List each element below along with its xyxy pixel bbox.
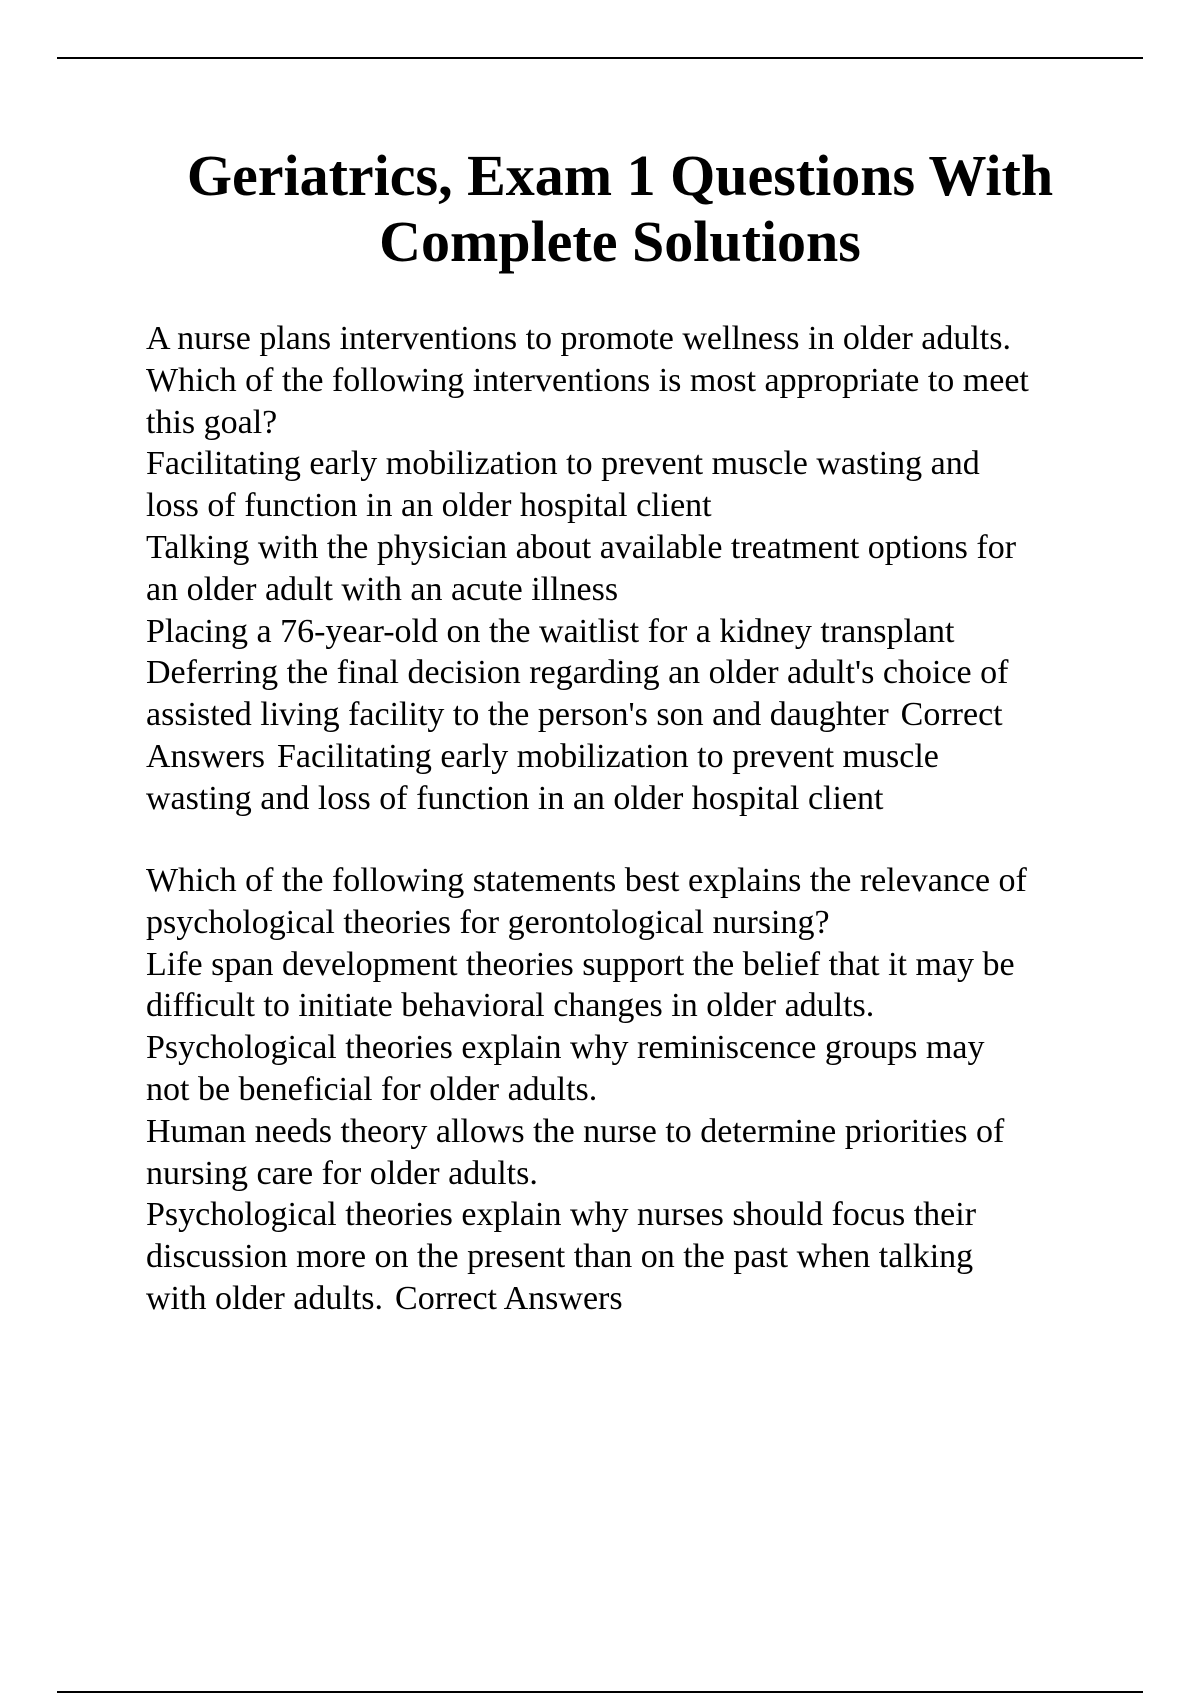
top-rule — [57, 57, 1143, 59]
option-text-line: discussion more on the present than on the past when talking — [146, 1238, 974, 1276]
option-text-line: nursing care for older adults. — [146, 1154, 538, 1192]
question-text-line: Which of the following interventions is most appropriate to meet — [146, 361, 1029, 399]
correct-answers-label: Correct Answers — [395, 1279, 623, 1317]
answer-text: Facilitating early mobilization to prevent muscle — [276, 737, 939, 775]
question-text-line: Which of the following statements best explains the relevance of — [146, 862, 1027, 899]
option-text-line: Facilitating early mobilization to prevent muscle wasting and — [146, 445, 980, 483]
option-text-line: an older adult with an acute illness — [146, 570, 619, 608]
option-text-line: difficult to initiate behavioral changes in older adults. — [146, 987, 875, 1025]
option-text-line: Psychological theories explain why nurses should focus their — [146, 1196, 977, 1234]
option-text-line: Life span development theories support the belief that it may be — [146, 945, 1015, 983]
question-block-1 — [146, 318, 1146, 820]
option-text-line: Placing a 76-year-old on the waitlist for a kidney transplant — [146, 612, 955, 650]
bottom-rule — [57, 1691, 1143, 1693]
title-line: Complete Solutions — [379, 209, 861, 274]
document-title — [100, 143, 1140, 275]
question-text-line: psychological theories for gerontological nursing? — [146, 903, 830, 941]
option-text-line: Human needs theory allows the nurse to determine priorities of — [146, 1112, 1005, 1150]
correct-answers-label: Answers — [146, 737, 265, 775]
question-text-line: A nurse plans interventions to promote wellness in older adults. — [146, 320, 1011, 357]
answer-text-line — [146, 736, 1146, 778]
option-text: with older adults. — [146, 1279, 384, 1317]
answer-text-line: wasting and loss of function in an older hospital client — [146, 779, 884, 817]
correct-answers-label: Correct — [900, 696, 1003, 734]
option-text-line: Talking with the physician about available treatment options for — [146, 528, 1017, 566]
option-text-line — [146, 1278, 1146, 1320]
title-line: Geriatrics, Exam 1 Questions With — [186, 143, 1054, 208]
question-block-2 — [146, 860, 1146, 1320]
question-text-line: this goal? — [146, 403, 278, 441]
option-text-line: loss of function in an older hospital client — [146, 487, 712, 525]
option-text-line — [146, 694, 1146, 736]
option-text-line: not be beneficial for older adults. — [146, 1070, 598, 1108]
option-text: assisted living facility to the person's son and daughter — [146, 696, 889, 734]
option-text-line: Psychological theories explain why reminiscence groups may — [146, 1029, 985, 1067]
option-text-line: Deferring the final decision regarding an older adult's choice of — [146, 654, 1009, 692]
